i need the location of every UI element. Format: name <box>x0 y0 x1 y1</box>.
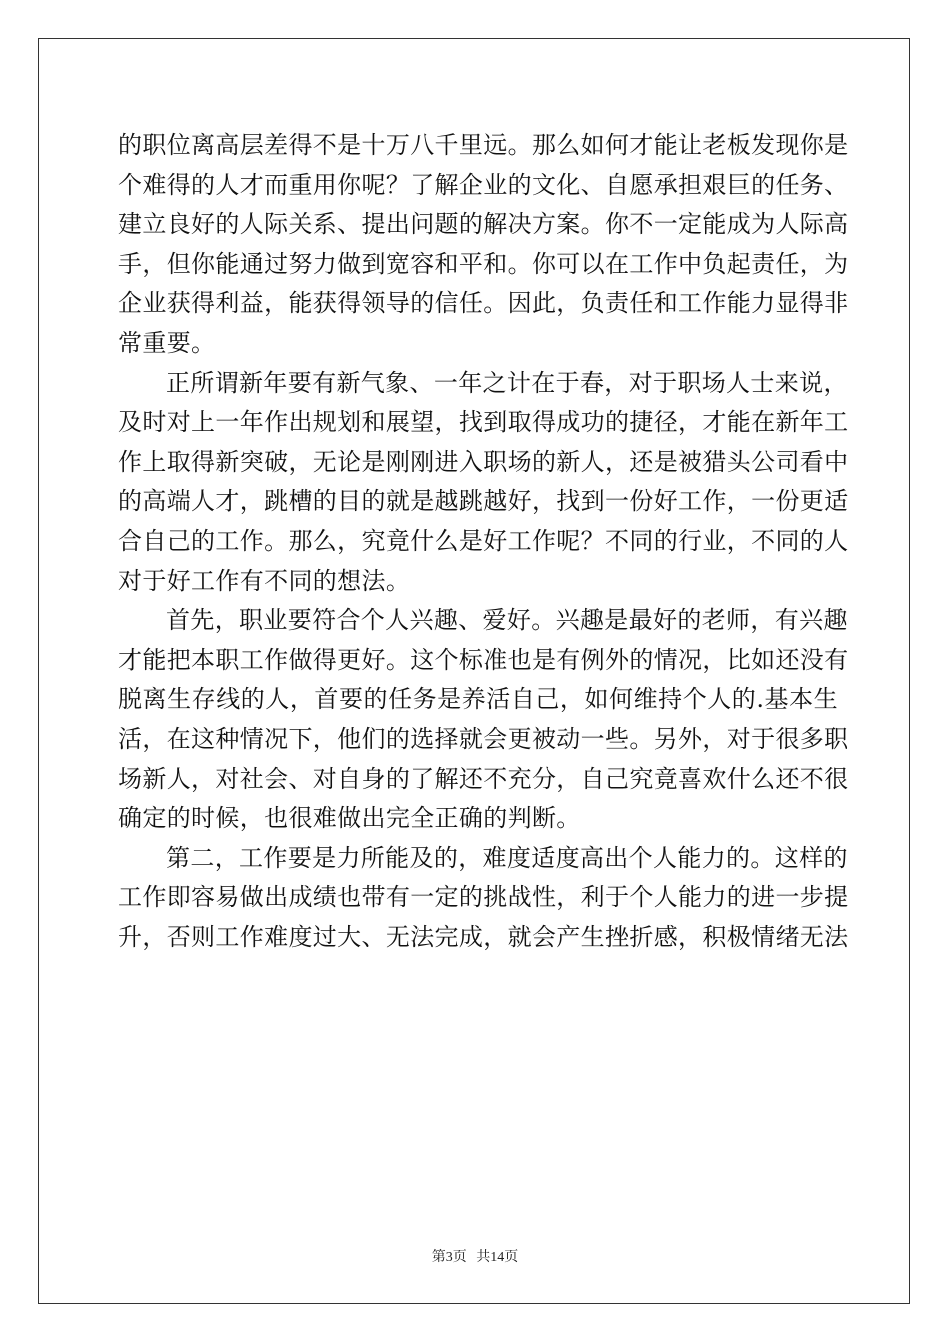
text-line: 才能把本职工作做得更好。这个标准也是有例外的情况，比如还没有 <box>118 645 849 674</box>
paragraph-4 <box>118 839 849 958</box>
page-total: 共14页 <box>476 1250 519 1265</box>
text-line: 场新人，对社会、对自身的了解还不充分，自己究竟喜欢什么还不很 <box>118 764 849 793</box>
text-line: 企业获得利益，能获得领导的信任。因此，负责任和工作能力显得非 <box>118 289 849 318</box>
text-line: 的高端人才，跳槽的目的就是越跳越好，找到一份好工作，一份更适 <box>118 487 849 516</box>
text-line: 第二，工作要是力所能及的，难度适度高出个人能力的。这样的 <box>166 843 848 872</box>
document-body <box>118 126 849 957</box>
page-number: 第3页 <box>431 1250 467 1265</box>
text-line: 升，否则工作难度过大、无法完成，就会产生挫折感，积极情绪无法 <box>118 922 849 951</box>
text-line: 首先，职业要符合个人兴趣、爱好。兴趣是最好的老师，有兴趣 <box>166 606 848 635</box>
text-line: 常重要。 <box>118 328 216 357</box>
text-line: 对于好工作有不同的想法。 <box>118 566 411 595</box>
text-line: 脱离生存线的人，首要的任务是养活自己，如何维持个人的.基本生 <box>118 685 838 714</box>
text-line: 工作即容易做出成绩也带有一定的挑战性，利于个人能力的进一步提 <box>118 883 849 912</box>
text-line: 确定的时候，也很难做出完全正确的判断。 <box>118 804 581 833</box>
page-footer <box>0 1246 950 1266</box>
text-line: 个难得的人才而重用你呢？了解企业的文化、自愿承担艰巨的任务、 <box>118 170 849 199</box>
text-line: 建立良好的人际关系、提出问题的解决方案。你不一定能成为人际高 <box>118 210 849 239</box>
text-line: 作上取得新突破，无论是刚刚进入职场的新人，还是被猎头公司看中 <box>118 447 849 476</box>
text-line: 及时对上一年作出规划和展望，找到取得成功的捷径，才能在新年工 <box>118 408 849 437</box>
text-line: 手，但你能通过努力做到宽容和平和。你可以在工作中负起责任，为 <box>118 249 849 278</box>
text-line: 合自己的工作。那么，究竟什么是好工作呢？不同的行业，不同的人 <box>118 526 849 555</box>
text-line: 正所谓新年要有新气象、一年之计在于春，对于职场人士来说， <box>166 368 848 397</box>
paragraph-1 <box>118 126 849 364</box>
text-line: 活，在这种情况下，他们的选择就会更被动一些。另外，对于很多职 <box>118 724 849 753</box>
paragraph-3 <box>118 601 849 839</box>
paragraph-2 <box>118 364 849 602</box>
text-line: 的职位离高层差得不是十万八千里远。那么如何才能让老板发现你是 <box>118 131 849 159</box>
